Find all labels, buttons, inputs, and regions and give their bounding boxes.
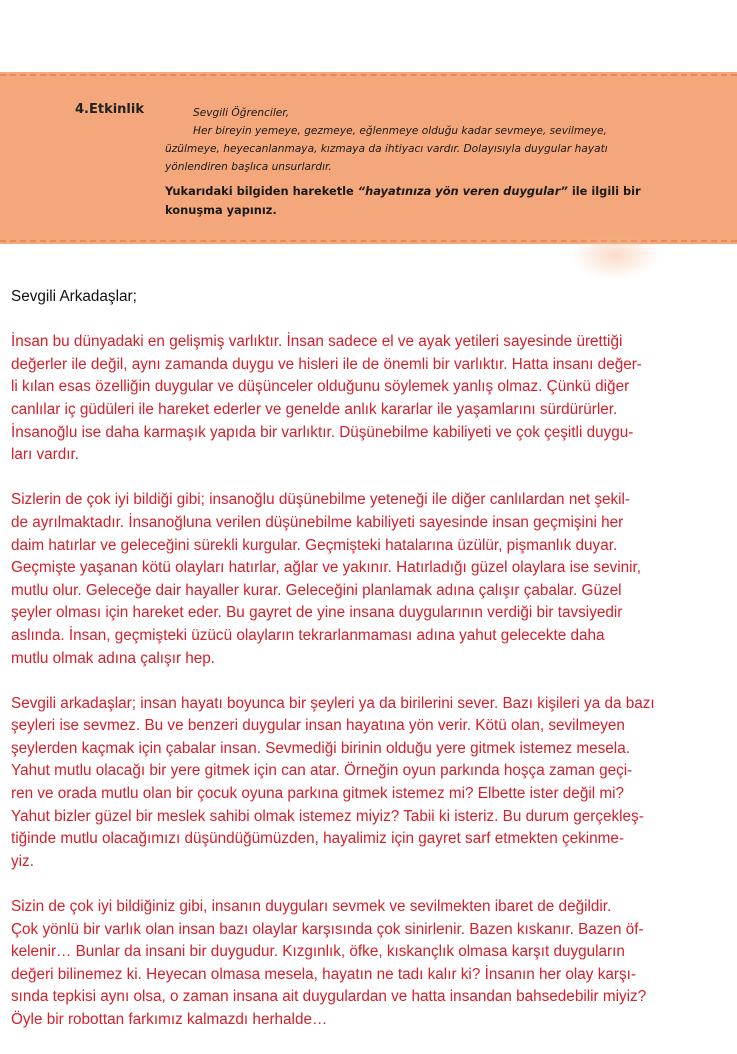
letter-line: şeyleri ise sevmez. Bu ve benzeri duygular insan hayatına yön verir. Kötü olan, sevilmeyen: [11, 717, 625, 735]
letter-paragraph: [11, 896, 727, 1032]
letter-line: Geçmişte yaşanan kötü olayları hatırlar, ağlar ve yakınır. Hatırladığı güzel olaylara ise sevinir,: [11, 559, 642, 577]
letter-line: de ayrılmaktadır. İnsanoğluna verilen düşünebilme kabiliyeti sayesinde insan geçmişini her: [11, 513, 624, 531]
activity-salutation: Sevgili Öğrenciler,: [193, 107, 290, 119]
activity-task-line: Yukarıdaki bilgiden hareketle “hayatınıza yön veren duygular” ile ilgili bir: [165, 184, 641, 198]
activity-body-line: yönlendiren başlıca unsurlardır.: [165, 161, 332, 173]
activity-body-line: Her bireyin yemeye, gezmeye, eğlenmeye olduğu kadar sevmeye, sevilmeye,: [193, 125, 607, 137]
letter-body: [11, 286, 727, 1054]
letter-line: ları vardır.: [11, 446, 80, 464]
letter-line: değerler ile değil, aynı zamanda duygu ve hisleri ile de önemli bir varlıktır. Hatta insanı değer-: [11, 355, 642, 373]
activity-task-line: konuşma yapınız.: [165, 203, 277, 217]
letter-line: mutlu olur. Geleceğe dair hayaller kurar. Geleceğini planlamak adına çalışır çabalar. Güzel: [11, 581, 622, 599]
top-dashed-border: [0, 74, 737, 76]
letter-paragraph: [11, 489, 727, 670]
activity-label: 4.Etkinlik: [75, 102, 144, 117]
letter-line: tiğinde mutlu olacağımızı düşündüğümüzden, hayalimiz için gayret sarf etmekten çekinme-: [11, 830, 625, 848]
letter-line: Sevgili arkadaşlar; insan hayatı boyunca bir şeyleri ya da birilerini sever. Bazı kişileri ya da bazı: [11, 694, 655, 712]
letter-line: Öyle bir robottan farkımız kalmazdı herhalde…: [11, 1011, 328, 1028]
letter-line: şeyler olması için hareket eder. Bu gayret de yine insana duygularının verdiği bir tavsiyedir: [11, 604, 623, 622]
letter-line: Yahut bizler güzel bir meslek sahibi olmak istemez miyiz? Tabii ki isteriz. Bu durum gerçekleş-: [11, 807, 644, 825]
letter-line: mutlu olmak adına çalışır hep.: [11, 649, 216, 667]
activity-task: [165, 182, 685, 220]
activity-body: [165, 122, 685, 176]
letter-paragraph: [11, 693, 727, 874]
letter-line: Çok yönlü bir varlık olan insan bazı olaylar karşısında çok sinirlenir. Bazen kıskanır. Bazen öf-: [11, 920, 644, 938]
activity-body-line: üzülmeye, heyecanlanmaya, kızmaya da ihtiyacı vardır. Dolayısıyla duygular hayatı: [165, 143, 608, 155]
letter-paragraphs: [11, 331, 727, 1031]
letter-line: şeylerden kaçmak için çabalar insan. Sevmediği birinin olduğu yere gitmek istemez mesela.: [11, 739, 630, 757]
letter-greeting: Sevgili Arkadaşlar;: [11, 288, 137, 305]
letter-line: Sizin de çok iyi bildiğiniz gibi, insanın duyguları sevmek ve sevilmekten ibaret de değildir.: [11, 898, 612, 916]
letter-line: İnsan bu dünyadaki en gelişmiş varlıktır. İnsan sadece el ve ayak yetileri sayesinde ürettiği: [11, 333, 623, 351]
decorative-glow: [570, 230, 660, 280]
letter-line: İnsanoğlu ise daha karmaşık yapıda bir varlıktır. Düşünebilme kabiliyeti ve çok çeşitli duygu-: [11, 423, 634, 441]
letter-line: aslında. İnsan, geçmişteki üzücü olayların tekrarlanmaması adına yahut gelecekte daha: [11, 626, 605, 644]
letter-line: daim hatırlar ve geleceğini sürekli kurgular. Geçmişteki hatalarına üzülür, pişmanlık duyar.: [11, 536, 618, 554]
letter-line: Sizlerin de çok iyi bildiği gibi; insanoğlu düşünebilme yeteneği ile diğer canlılardan net şekil-: [11, 491, 631, 509]
activity-instructions: [165, 104, 685, 220]
letter-line: canlılar iç güdüleri ile hareket ederler ve genelde anlık kararlar ile yaşamlarını sürdürürler.: [11, 400, 618, 418]
letter-line: li kılan esas özelliğin duygular ve düşünceler olduğunu söylemek yanlış olmaz. Çünkü diğer: [11, 378, 630, 396]
letter-line: sında tepkisi aynı olsa, o zaman insana ait duygulardan ve hatta insandan bahsedebilir miyiz?: [11, 988, 647, 1006]
activity-box: [0, 72, 737, 244]
letter-line: ren ve orada mutlu olan bir çocuk oyuna parkına gitmek istemez mi? Elbette ister değil mi?: [11, 785, 625, 803]
letter-line: Yahut mutlu olacağı bir yere gitmek için can atar. Örneğin oyun parkında hoşça zaman geçi-: [11, 762, 633, 780]
task-emphasis: “hayatınıza yön veren duygular”: [357, 184, 568, 198]
letter-paragraph: [11, 331, 727, 467]
letter-line: değeri bilinemez ki. Heyecan olmasa mesela, hayatın ne tadı kalır ki? İnsanın her olay karşı-: [11, 965, 636, 983]
letter-line: kelenir… Bunlar da insani bir duygudur. Kızgınlık, öfke, kıskançlık olmasa karşıt duyguların: [11, 943, 625, 961]
letter-line: yiz.: [11, 852, 34, 870]
